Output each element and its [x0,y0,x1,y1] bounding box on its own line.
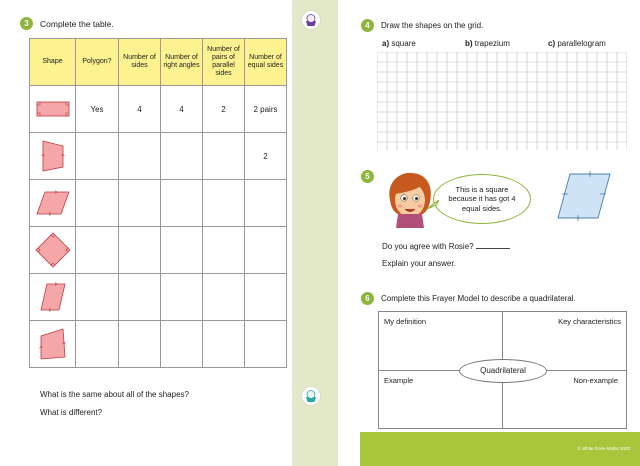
left-page [0,0,292,466]
trapezium-icon [33,324,73,364]
cupcake-icon [301,10,321,30]
table-row [30,86,287,133]
polygon-cell[interactable] [76,133,119,180]
equal-sides-cell[interactable]: 2 pairs [245,86,287,133]
polygon-cell[interactable] [76,180,119,227]
polygon-cell[interactable]: Yes [76,86,119,133]
question-5-explain: Explain your answer. [382,259,456,268]
speech-bubble [433,174,531,224]
question-3-followup-same: What is the same about all of the shapes? [40,390,189,399]
header-parallel-sides: Number of pairs of parallel sides [203,39,245,86]
trapezium-icon [33,136,73,176]
equal-sides-cell[interactable] [245,227,287,274]
frayer-example[interactable]: Example [384,376,414,385]
question-4-instruction: Draw the shapes on the grid. [381,21,484,30]
table-row [30,321,287,368]
question-6-instruction: Complete this Frayer Model to describe a quadrilateral. [381,294,576,303]
sides-cell[interactable] [119,227,161,274]
frayer-center-term: Quadrilateral [459,359,547,383]
table-row [30,274,287,321]
speech-tail [427,200,439,210]
parallel-sides-cell[interactable] [203,321,245,368]
header-shape: Shape [30,39,76,86]
rhombus-shape-icon [554,170,614,222]
rectangle-icon [33,97,73,121]
rosie-character-icon [384,170,436,228]
header-sides: Number of sides [119,39,161,86]
right-angles-cell[interactable] [161,321,203,368]
polygon-cell[interactable] [76,227,119,274]
right-angles-cell[interactable] [161,227,203,274]
sides-cell[interactable] [119,321,161,368]
question-5-prompt: Do you agree with Rosie? [382,241,510,251]
part-c-label: c) parallelogram [548,39,606,48]
answer-line[interactable] [476,241,510,249]
shape-cell [30,321,76,368]
frayer-model [378,311,627,429]
equal-sides-cell[interactable] [245,321,287,368]
shape-cell [30,133,76,180]
frayer-my-definition[interactable]: My definition [384,317,427,326]
footer-band [360,432,640,466]
parallel-sides-cell[interactable] [203,274,245,321]
table-row [30,180,287,227]
equal-sides-cell[interactable]: 2 [245,133,287,180]
frayer-non-example[interactable]: Non-example [573,376,618,385]
shape-cell [30,180,76,227]
polygon-cell[interactable] [76,321,119,368]
table-header-row [30,39,287,86]
polygon-cell[interactable] [76,274,119,321]
header-equal-sides: Number of equal sides [245,39,287,86]
parallel-sides-cell[interactable] [203,133,245,180]
equal-sides-cell[interactable] [245,180,287,227]
sides-cell[interactable]: 4 [119,86,161,133]
question-3-followup-different: What is different? [40,408,103,417]
right-angles-cell[interactable] [161,180,203,227]
question-3-number: 3 [20,17,33,30]
table-row [30,227,287,274]
square-rotated-icon [33,230,73,270]
right-angles-cell[interactable]: 4 [161,86,203,133]
copyright-text: © White Rose Maths 2020 [577,446,630,451]
parallel-sides-cell[interactable] [203,180,245,227]
rhombus-icon [33,280,73,314]
shape-cell [30,227,76,274]
sides-cell[interactable] [119,133,161,180]
header-right-angles: Number of right angles [161,39,203,86]
sides-cell[interactable] [119,180,161,227]
shape-cell [30,274,76,321]
sides-cell[interactable] [119,274,161,321]
question-6-number: 6 [361,292,374,305]
table-row [30,133,287,180]
speech-text: This is a square because it has got 4 equal sides. [448,184,516,213]
parallel-sides-cell[interactable]: 2 [203,86,245,133]
right-angles-cell[interactable] [161,274,203,321]
parallel-sides-cell[interactable] [203,227,245,274]
equal-sides-cell[interactable] [245,274,287,321]
shape-cell [30,86,76,133]
question-4-number: 4 [361,19,374,32]
frayer-key-characteristics[interactable]: Key characteristics [558,317,621,326]
question-3-instruction: Complete the table. [40,19,114,29]
header-polygon: Polygon? [76,39,119,86]
drawing-grid[interactable] [377,52,627,150]
part-a-label: a) square [382,39,416,48]
parallelogram-icon [33,188,73,218]
shape-properties-table [29,38,287,368]
question-5-number: 5 [361,170,374,183]
part-b-label: b) trapezium [465,39,510,48]
right-angles-cell[interactable] [161,133,203,180]
cupcake-icon [301,386,321,406]
